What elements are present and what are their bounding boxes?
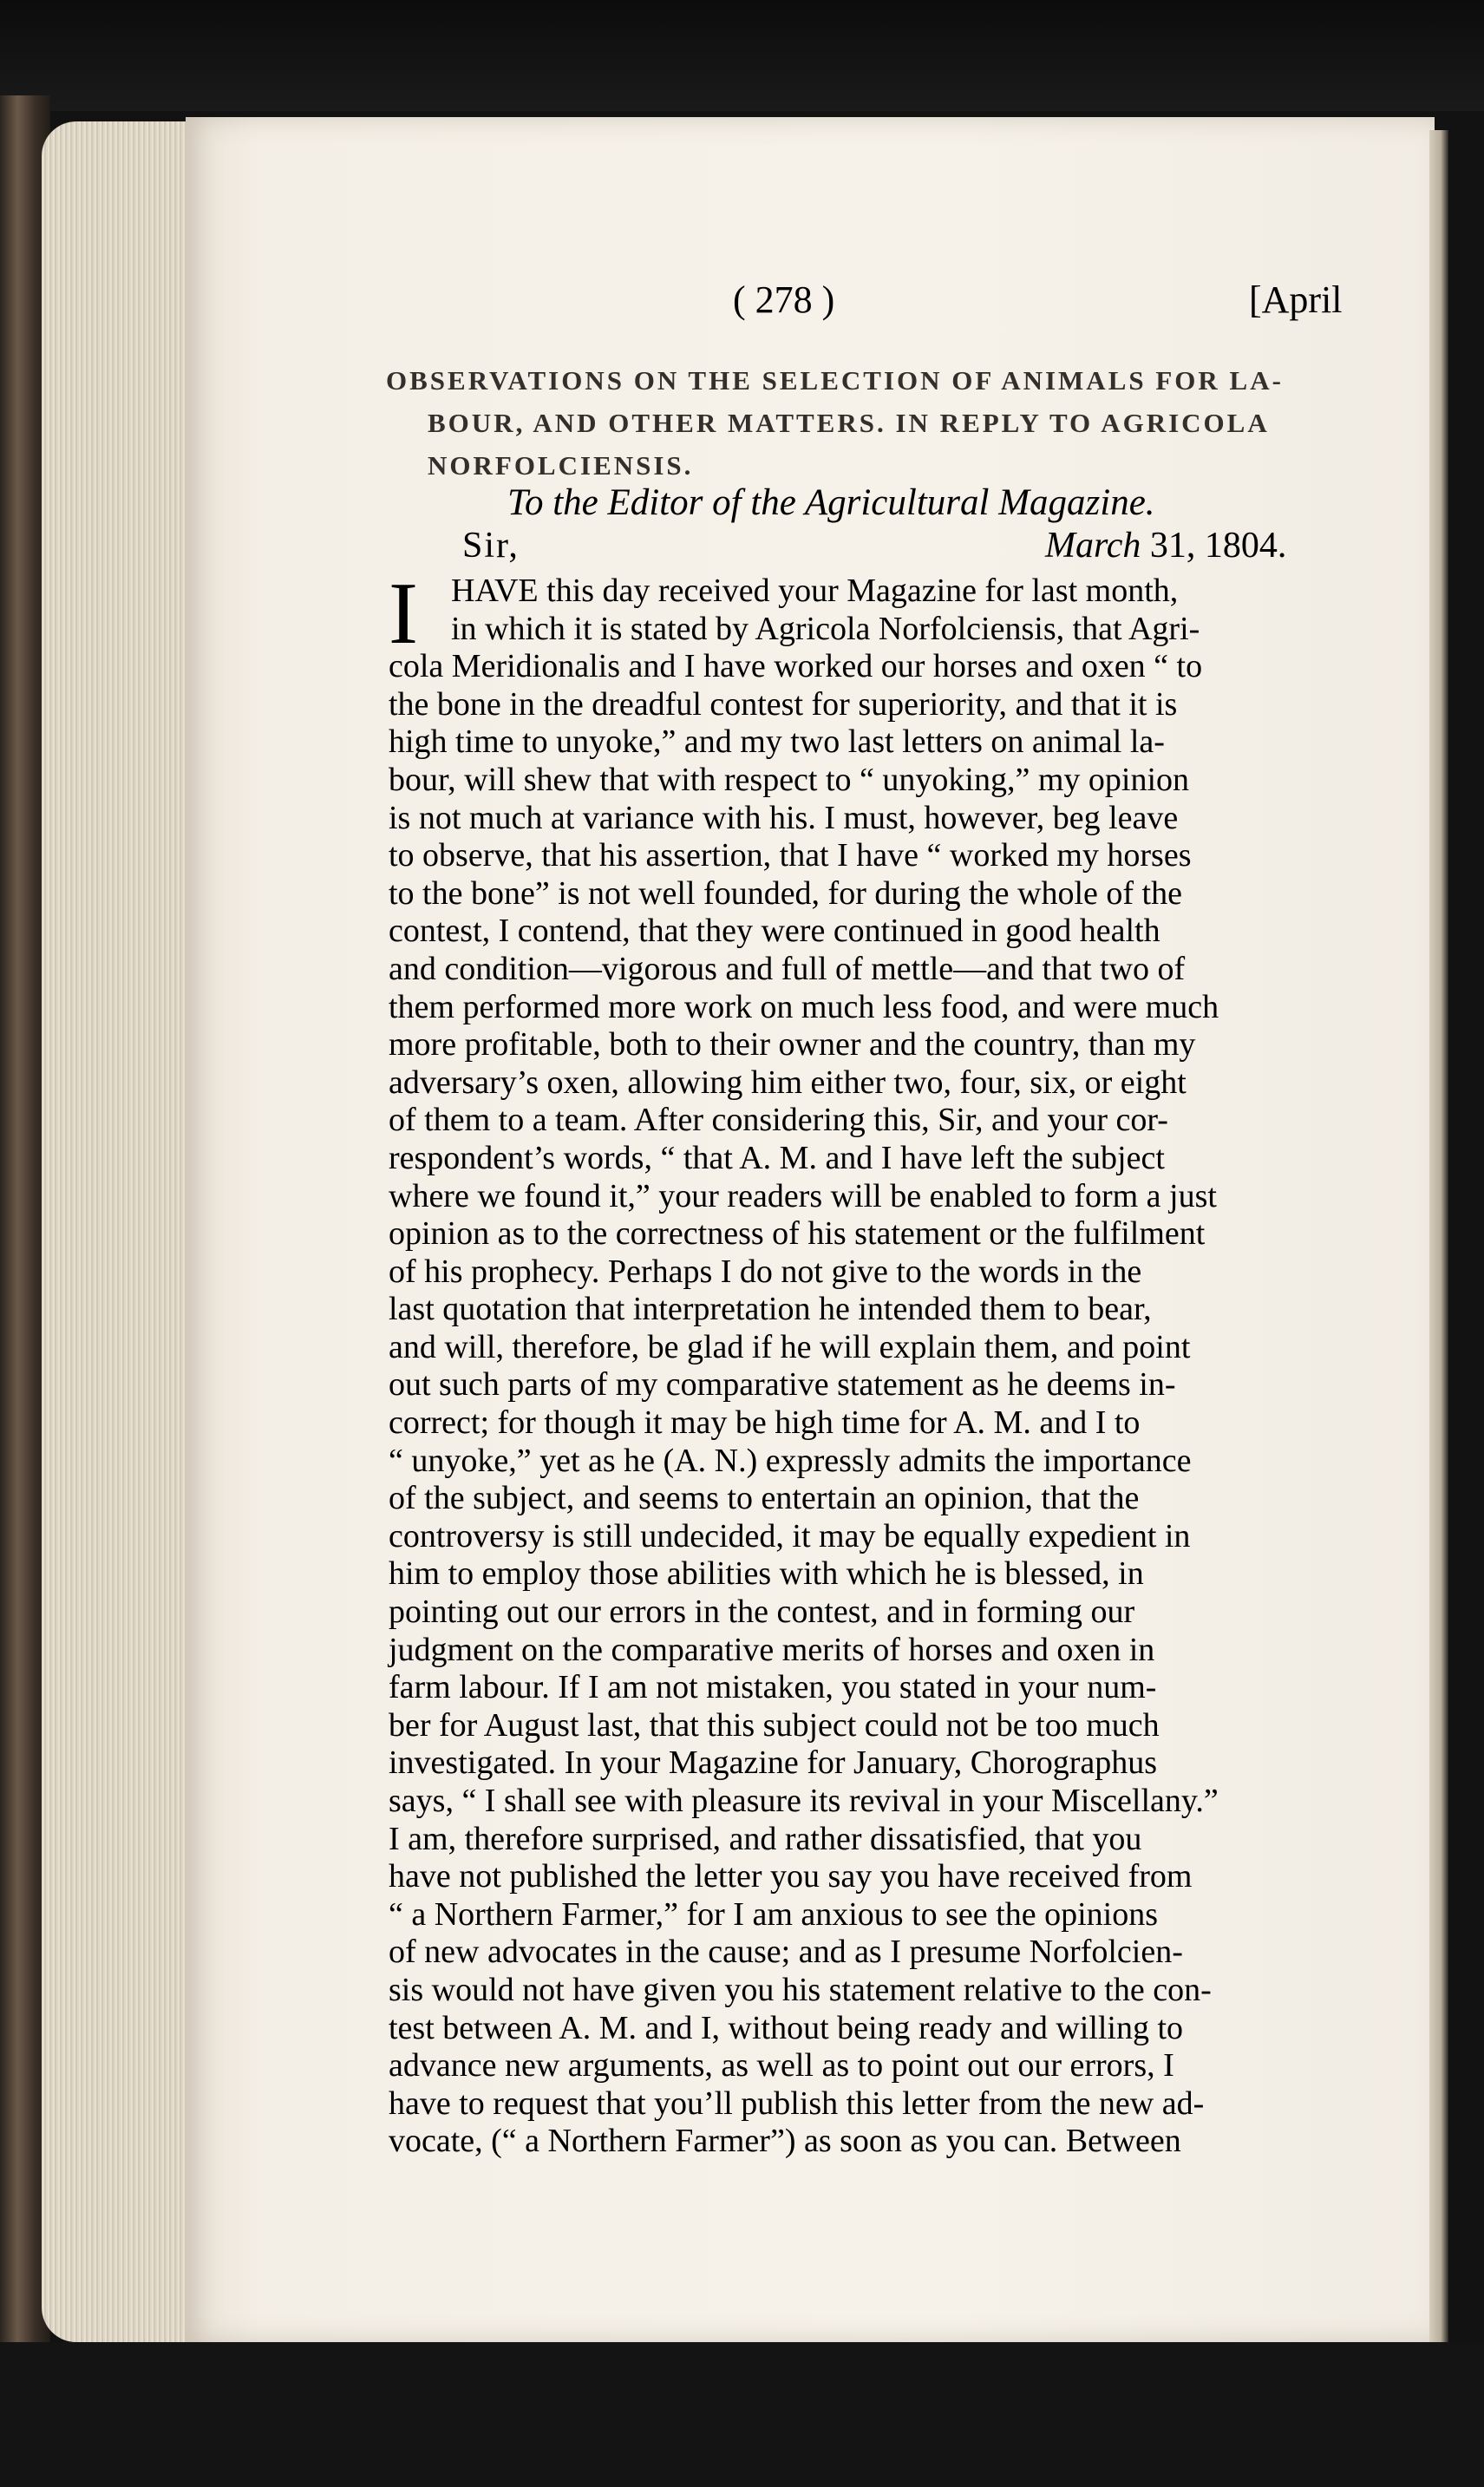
- body-line: to observe, that his assertion, that I have “ worked my horses: [389, 837, 1192, 874]
- body-line: correct; for though it may be high time for A. M. and I to: [389, 1404, 1141, 1442]
- body-line: “ unyoke,” yet as he (A. N.) expressly admits the importance: [389, 1442, 1192, 1479]
- body-line: contest, I contend, that they were continued in good health: [389, 913, 1160, 950]
- body-line: and condition—vigorous and full of mettle—and that two of: [389, 950, 1186, 987]
- body-line: sis would not have given you his statement relative to the con-: [389, 1971, 1212, 2008]
- letter-date: [1045, 525, 1286, 566]
- body-line: to the bone” is not well founded, for during the whole of the: [389, 874, 1182, 912]
- body-line: high time to unyoke,” and my two last letters on animal la-: [389, 723, 1165, 761]
- body-line: is not much at variance with his. I must, however, beg leave: [389, 799, 1179, 836]
- body-line: in which it is stated by Agricola Norfolciensis, that Agri-: [451, 610, 1200, 647]
- body-line: test between A. M. and I, without being ready and willing to: [389, 2009, 1184, 2046]
- body-line: of his prophecy. Perhaps I do not give to the words in the: [389, 1253, 1142, 1290]
- body-line: “ a Northern Farmer,” for I am anxious to see the opinions: [389, 1895, 1158, 1933]
- body-line: advance new arguments, as well as to point out our errors, I: [389, 2047, 1174, 2084]
- title-line: NORFOLCIENSIS.: [428, 450, 694, 481]
- title-line: OBSERVATIONS ON THE SELECTION OF ANIMALS FOR LA-: [386, 365, 1284, 396]
- page-number: ( 278 ): [733, 278, 835, 321]
- date-day-year: 31, 1804.: [1149, 526, 1287, 566]
- drop-cap: I: [389, 565, 418, 663]
- page-stack-edge: [42, 121, 198, 2342]
- body-line: have to request that you’ll publish this letter from the new ad-: [389, 2084, 1205, 2122]
- body-line: more profitable, both to their owner and the country, than my: [389, 1026, 1196, 1064]
- salutation: To the Editor of the Agricultural Magazine.: [507, 482, 1155, 523]
- body-line: I am, therefore surprised, and rather dissatisfied, that you: [389, 1820, 1142, 1857]
- scan-background-top: [0, 0, 1484, 111]
- page-edge-right: [1429, 130, 1448, 2342]
- body-line: says, “ I shall see with pleasure its revival in your Miscellany.”: [389, 1783, 1219, 1819]
- body-line: judgment on the comparative merits of horses and oxen in: [389, 1631, 1155, 1668]
- body-line: HAVE this day received your Magazine for last month,: [451, 573, 1179, 609]
- body-line: of new advocates in the cause; and as I presume Norfolcien-: [389, 1934, 1183, 1971]
- body-line: of them to a team. After considering this, Sir, and your cor-: [389, 1102, 1168, 1139]
- body-line: where we found it,” your readers will be enabled to form a just: [389, 1177, 1217, 1214]
- body-line: farm labour. If I am not mistaken, you stated in your num-: [389, 1669, 1157, 1706]
- body-line: and will, therefore, be glad if he will explain them, and point: [389, 1328, 1191, 1365]
- body-line: vocate, (“ a Northern Farmer”) as soon as you can. Between: [389, 2123, 1181, 2160]
- body-line: ber for August last, that this subject could not be too much: [389, 1706, 1160, 1744]
- body-line: out such parts of my comparative statement as he deems in-: [389, 1366, 1176, 1404]
- scan-background-bottom: [0, 2342, 1484, 2487]
- body-line: the bone in the dreadful contest for superiority, and that it is: [389, 685, 1178, 723]
- body-line: of the subject, and seems to entertain an opinion, that the: [389, 1480, 1140, 1517]
- body-line: them performed more work on much less food, and were much: [389, 988, 1219, 1025]
- date-month: March: [1045, 526, 1141, 566]
- body-line: pointing out our errors in the contest, and in forming our: [389, 1594, 1135, 1631]
- body-line: opinion as to the correctness of his statement or the fulfilment: [389, 1215, 1206, 1253]
- body-line: cola Meridionalis and I have worked our horses and oxen “ to: [389, 648, 1203, 685]
- body-line: him to employ those abilities with which he is blessed, in: [389, 1555, 1144, 1593]
- body-line: respondent’s words, “ that A. M. and I have left the subject: [389, 1139, 1165, 1176]
- body-line: adversary’s oxen, allowing him either two, four, six, or eight: [389, 1064, 1187, 1101]
- letter-body: [389, 565, 1356, 2161]
- article-title: [386, 359, 1357, 487]
- body-line: controversy is still undecided, it may be equally expedient in: [389, 1517, 1191, 1554]
- body-line: bour, will shew that with respect to “ unyoking,” my opinion: [389, 761, 1190, 798]
- greeting: Sir,: [462, 526, 520, 566]
- running-header-month: [April: [1249, 278, 1343, 321]
- body-line: last quotation that interpretation he intended them to bear,: [389, 1291, 1152, 1328]
- body-line: have not published the letter you say you have received from: [389, 1858, 1193, 1895]
- title-line: BOUR, AND OTHER MATTERS. IN REPLY TO AGRICOLA: [428, 408, 1270, 438]
- body-line: investigated. In your Magazine for January, Chorographus: [389, 1744, 1158, 1782]
